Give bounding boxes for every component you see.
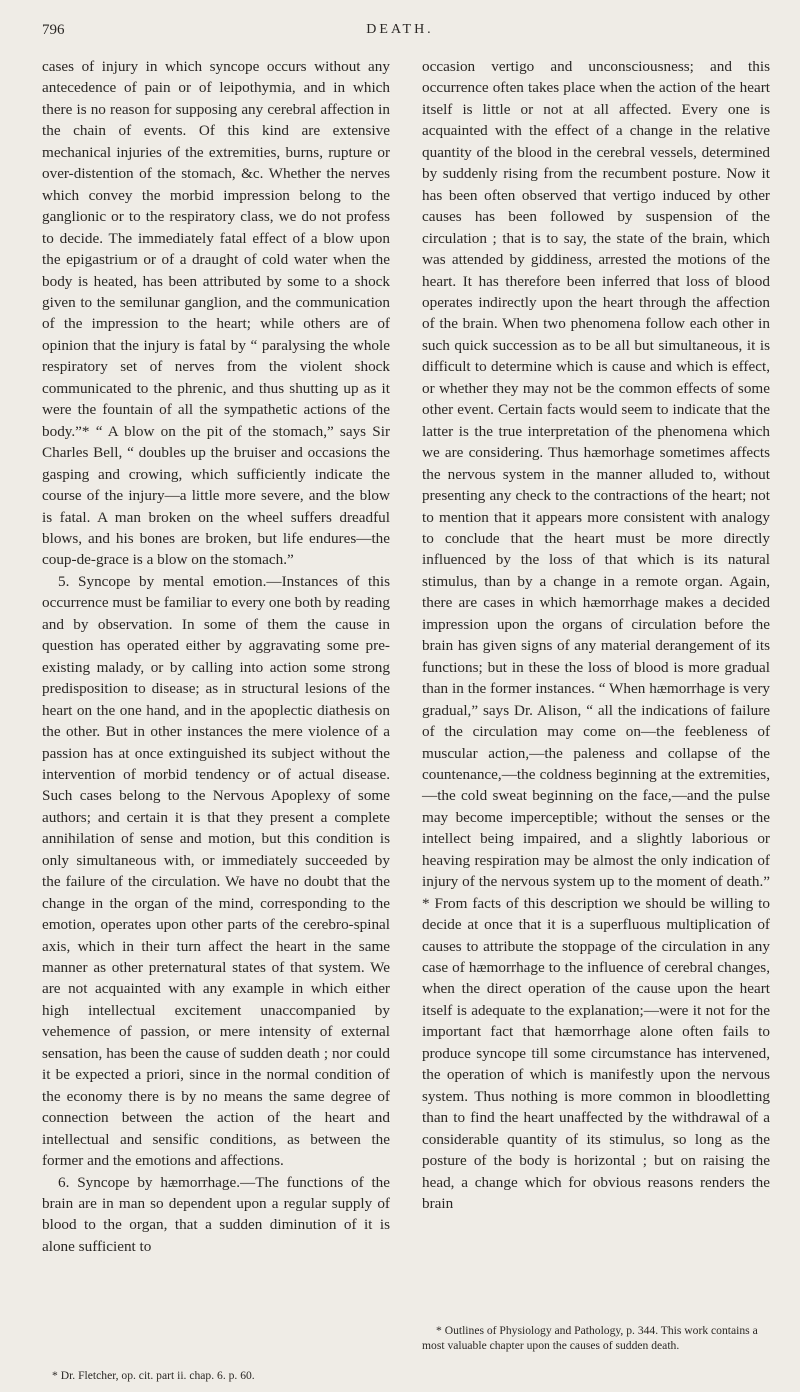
footnote-left: * Dr. Fletcher, op. cit. part ii. chap. 6. p. 60. <box>52 1369 255 1382</box>
right-column <box>422 56 770 1214</box>
running-head: DEATH. <box>366 22 434 37</box>
footnote-right: * Outlines of Physiology and Pathology, p. 344. This work contains a most valuable chapter upon the causes of sudden death. <box>422 1324 758 1352</box>
page-number: 796 <box>42 22 65 38</box>
left-column <box>42 56 390 1257</box>
page-header <box>0 22 800 46</box>
paragraph: 5. Syncope by mental emotion.—Instances of this occurrence must be familiar to every one both by reading and by observation. In some of them the cause in question has operated either by aggravating some pre-existing malady, or by calling into action some strong predisposition to disease; as in structural lesions of the heart on the one hand, and in the apoplectic diathesis on the other. But in other instances the mere violence of a passion has at once extinguished its subject without the intervention of morbid tendency or of actual disease. Such cases belong to the Nervous Apoplexy of some authors; and certain it is that they present a complete annihilation of sense and motion, but this condition is only simultaneous with, or immediately succeeded by the failure of the circulation. We have no doubt that the change in the organ of the mind, corresponding to the emotion, operates upon other parts of the cerebro-spinal axis, which in their turn affect the heart in the same manner as other preternatural states of that system. We are not acquainted with any example in which either high intellectual excitement unaccompanied by vehemence of passion, or mere intensity of external sensation, has been the cause of sudden death ; nor could it be expected a priori, since in the normal condition of the economy there is by no means the same degree of connection between the action of the heart and intellectual and sensific conditions, as between the former and the emotions and affections. <box>42 572 390 1170</box>
paragraph: cases of injury in which syncope occurs without any antecedence of pain or of leipothymia, and in which there is no reason for supposing any cerebral affection in the chain of events. Of this kind are extensive mechanical injuries of the extremities, burns, rupture or over-distention of the stomach, &c. Whether the nerves which convey the morbid impression belong to the ganglionic or to the respiratory class, we do not profess to decide. The immediately fatal effect of a blow upon the epigastrium or of a draught of cold water when the body is heated, has been attributed by some to a shock given to the semilunar ganglion, and the communication of the impression to the heart; while others are of opinion that the injury is fatal by “ paralysing the whole respiratory set of nerves from the violent shock communicated to the phrenic, and thus shutting up as it were the fountain of all the sympathetic actions of the body.”* “ A blow on the pit of the stomach,” says Sir Charles Bell, “ doubles up the bruiser and occasions the gasping and crowing, which sufficiently indicate the course of the injury—a little more severe, and the blow is fatal. A man broken on the wheel suffers dreadful blows, and his bones are broken, but life endures—the coup-de-grace is a blow on the stomach.” <box>42 58 390 569</box>
paragraph: 6. Syncope by hæmorrhage.—The functions of the brain are in man so dependent upon a regular supply of blood to the organ, that a sudden diminution of it is alone sufficient to <box>42 1173 390 1255</box>
paragraph: occasion vertigo and unconsciousness; and this occurrence often takes place when the action of the heart itself is little or not at all affected. Every one is acquainted with the effect of a change in the relative quantity of the blood in the cerebral vessels, determined by suddenly rising from the recumbent posture. Now it has been often observed that vertigo induced by other causes has been followed by suspension of the circulation ; that is to say, the state of the brain, which was attended by giddiness, arrested the motions of the heart. It has therefore been inferred that loss of blood operates indirectly upon the heart through the affection of the brain. When two phenomena follow each other in such quick succession as to be all but simultaneous, it is difficult to determine which is cause and which is effect, or whether they may not be the common effects of some other event. Certain facts would seem to indicate that the latter is the true interpretation of the phenomena which we are considering. Thus hæmorhage sometimes affects the nervous system in the manner alluded to, without presenting any check to the contractions of the heart; not to mention that it appears more consistent with analogy to conclude that the heart must be more directly influenced by the loss of that which is its natural stimulus, than by a change in a remote organ. Again, there are cases in which hæmorrhage makes a decided impression upon the organs of circulation before the brain has given signs of any material derangement of its functions; but in these the loss of blood is more gradual than in the former instances. “ When hæmorrhage is very gradual,” says Dr. Alison, “ all the indications of failure of the circulation may come on—the feebleness of muscular action,—the paleness and collapse of the countenance,—the coldness beginning at the extremities,—the cold sweat beginning on the face,—and the pulse may become imperceptible; without the senses or the intellect being impaired, and a slightly laborious or heaving respiration may be almost the only indication of injury of the nervous system up to the moment of death.” * From facts of this description we should be willing to decide at once that it is a superfluous multiplication of causes to attribute the stoppage of the circulation in any case of hæmorrhage to the influence of cerebral changes, when the direct operation of the cause upon the heart itself is adequate to the explanation;—were it not for the important fact that hæmorrhage alone often fails to produce syncope till some circumstance has intervened, the operation of which is manifestly upon the nervous system. Thus nothing is more common in bloodletting than to find the heart unaffected by the withdrawal of a considerable quantity of its stimulus, so long as the posture of the body is horizontal ; but on raising the head, a change which for obvious reasons renders the brain <box>422 58 770 1213</box>
